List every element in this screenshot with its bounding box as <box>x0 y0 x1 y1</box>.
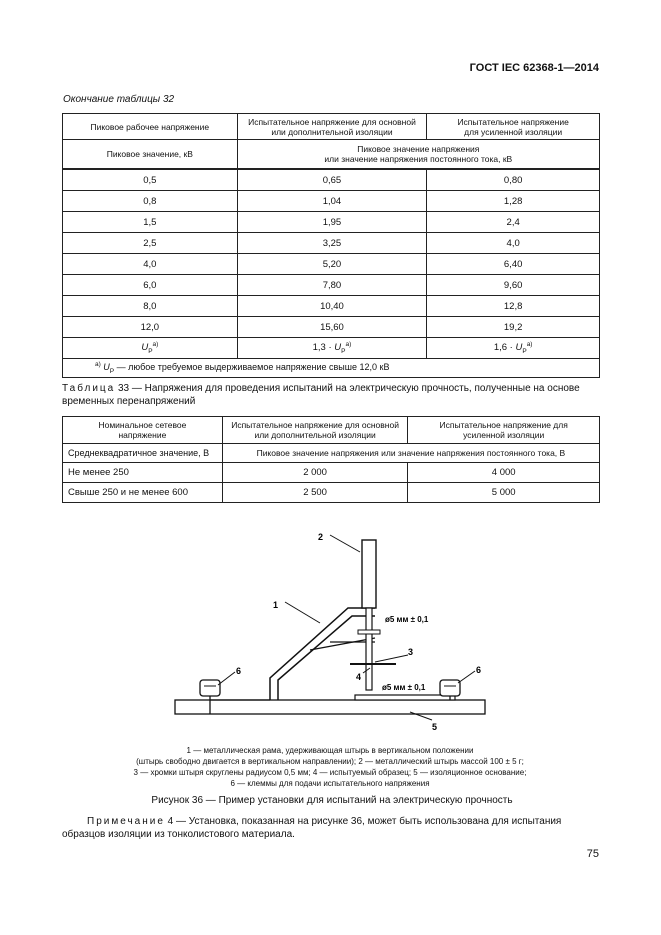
callout-6-left: 6 <box>236 666 242 676</box>
table-header-row <box>63 114 600 140</box>
table-row: 0,5 0,65 0,80 <box>63 169 600 191</box>
table-33-title: Таблица 33 — Напряжения для проведения испытаний на электрическую прочность, полученные на основе временных перенапряжений <box>62 383 580 407</box>
table-footnote: $^{a)}$ $U_P$ — любое требуемое выдерживаемое напряжение свыше 12,0 кВ <box>63 359 600 378</box>
table-row-up: $U_P^{a)}$ $1,3 \cdot U_P^{a)}$ $1,6 \cdot U_P^{a)}$ <box>63 338 600 359</box>
header-cell: Среднеквадратичное значение, В <box>63 444 223 463</box>
metal-frame <box>270 608 375 700</box>
table-row: 12,0 15,60 19,2 <box>63 317 600 338</box>
header-cell: Пиковое значение напряжения или значение напряжения постоянного тока, кВ <box>237 140 599 170</box>
table-33 <box>62 416 600 503</box>
header-cell: Пиковое рабочее напряжение <box>63 114 238 140</box>
table-subheader-row <box>63 140 600 170</box>
header-cell: Испытательное напряжение для усиленной изоляции <box>427 114 600 140</box>
table-row: 2,5 3,25 4,0 <box>63 233 600 254</box>
header-cell: Номинальное сетевое напряжение <box>63 417 223 444</box>
page-number: 75 <box>586 848 599 860</box>
table-32 <box>62 113 600 378</box>
header-cell: Испытательное напряжение для основной или дополнительной изоляции <box>222 417 408 444</box>
figure-36-diagram <box>170 530 490 735</box>
header-cell: Пиковое значение напряжения или значение напряжения постоянного тока, В <box>222 444 599 463</box>
document-header: ГОСТ IEC 62368-1—2014 <box>469 62 599 74</box>
callout-6-right: 6 <box>476 665 482 675</box>
table-continuation-label: Окончание таблицы 32 <box>63 94 175 105</box>
table-row: 0,8 1,04 1,28 <box>63 191 600 212</box>
table-row: 8,0 10,40 12,8 <box>63 296 600 317</box>
dimension-label-lower: ø5 мм ± 0,1 <box>382 683 426 692</box>
header-cell: Испытательное напряжение для усиленной изоляции <box>408 417 600 444</box>
table-subheader-row <box>63 444 600 463</box>
note-4: Примечание 4 — Установка, показанная на рисунке 36, может быть использована для испытания образцов изоляции из тонколистового материала. <box>62 816 562 840</box>
figure-caption: Рисунок 36 — Пример установки для испытаний на электрическую прочность <box>151 795 513 806</box>
callout-2: 2 <box>318 532 324 542</box>
figure-legend: 1 — металлическая рама, удерживающая штырь в вертикальном положении (штырь свободно двигается в вертикальном направлении); 2 — металлический штырь массой 100 ± 5 г; 3 — хромки штыря скруглены радиусом 0,5 мм; 4 — испытуемый образец; 5 — изоляционное основание; 6 — клеммы для подачи испытательного напряжения <box>133 746 527 788</box>
table-row: Не менее 250 2 000 4 000 <box>63 463 600 483</box>
table-footnote-row <box>63 359 600 378</box>
table-header-row <box>63 417 600 444</box>
dimension-label-upper: ø5 мм ± 0,1 <box>385 615 429 624</box>
header-cell: Испытательное напряжение для основной или дополнительной изоляции <box>237 114 427 140</box>
table-row: 6,0 7,80 9,60 <box>63 275 600 296</box>
base-plate <box>175 700 485 714</box>
table-row: Свыше 250 и не менее 600 2 500 5 000 <box>63 483 600 503</box>
insulating-base <box>355 695 455 700</box>
callout-1: 1 <box>273 600 279 610</box>
header-cell: Пиковое значение, кВ <box>63 140 238 170</box>
table-row: 1,5 1,95 2,4 <box>63 212 600 233</box>
callout-5: 5 <box>432 722 438 732</box>
callout-4: 4 <box>356 672 362 682</box>
metal-pin <box>362 540 376 608</box>
callout-3: 3 <box>408 647 414 657</box>
table-row: 4,0 5,20 6,40 <box>63 254 600 275</box>
